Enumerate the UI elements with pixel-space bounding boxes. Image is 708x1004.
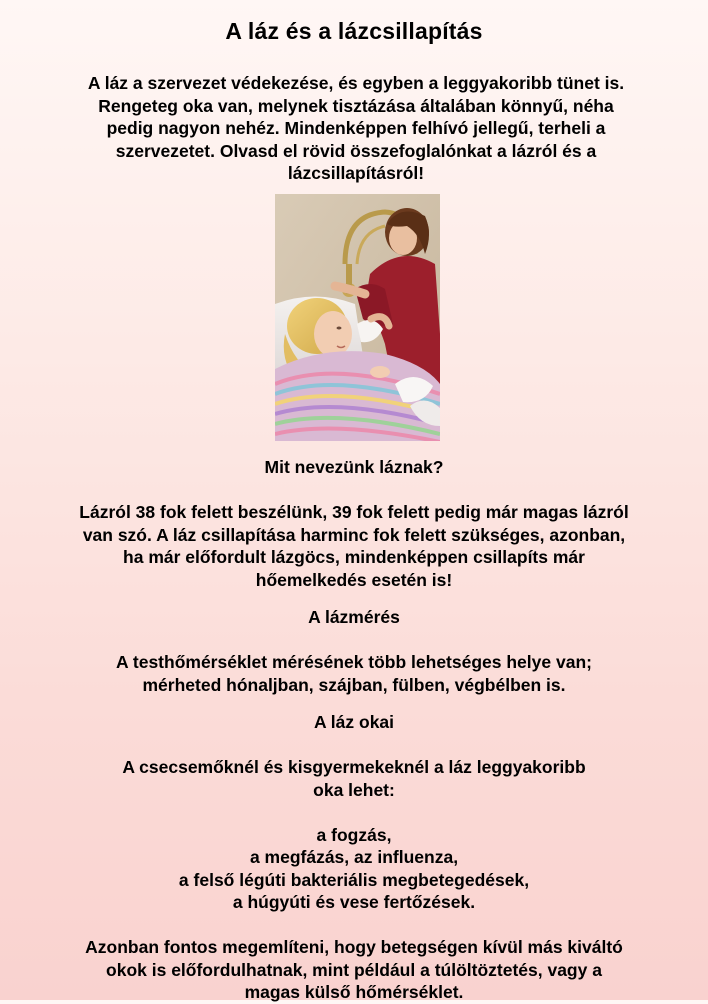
section-heading: Mit nevezünk láznak? xyxy=(264,457,444,477)
intro-paragraph xyxy=(40,72,672,185)
paragraph-line: Azonban fontos megemlíteni, hogy betegségen kívül más kiváltó xyxy=(85,937,623,957)
section-fever-causes xyxy=(30,711,678,1004)
list-item: a fogzás, xyxy=(316,824,392,845)
intro-line: lázcsillapításról! xyxy=(287,163,425,183)
paragraph-line: A csecsemőknél és kisgyermekeknél a láz leggyakoribb xyxy=(122,757,586,777)
list-item: a felső légúti bakteriális megbetegedések, xyxy=(178,869,530,890)
section-fever-measurement xyxy=(30,606,678,696)
list-item: a húgyúti és vese fertőzések. xyxy=(232,892,476,912)
paragraph-line: mérheted hónaljban, szájban, fülben, végbélben is. xyxy=(142,674,566,695)
section-fever-definition xyxy=(30,456,678,591)
paragraph-line: ha már előfordult lázgöcs, mindenképpen csillapíts már xyxy=(123,547,585,567)
intro-line: pedig nagyon nehéz. Mindenképpen felhívó jellegű, terheli a xyxy=(106,118,606,138)
paragraph-line: oka lehet: xyxy=(313,779,395,800)
section-heading: A láz okai xyxy=(313,712,395,732)
paragraph-line: Lázról 38 fok felett beszélünk, 39 fok felett pedig már magas lázról xyxy=(79,502,629,522)
paragraph-line: A testhőmérséklet mérésének több lehetséges helye van; xyxy=(116,652,592,672)
intro-line: szervezetet. Olvasd el rövid összefoglalónkat a lázról és a xyxy=(115,140,597,161)
paragraph-line: magas külső hőmérséklet. xyxy=(244,982,464,1002)
intro-line: Rengeteg oka van, melynek tisztázása általában könnyű, néha xyxy=(98,95,614,116)
paragraph-line: van szó. A láz csillapítása harminc fok felett szükséges, azonban, xyxy=(82,524,626,545)
section-heading: A lázmérés xyxy=(308,607,400,627)
intro-line: A láz a szervezet védekezése, és egyben a leggyakoribb tünet is. xyxy=(87,73,625,93)
paragraph-line: okok is előfordulhatnak, mint például a túlöltöztetés, vagy a xyxy=(106,959,602,980)
causes-list xyxy=(30,824,678,914)
page-title: A láz és a lázcsillapítás xyxy=(225,18,483,44)
list-item: a megfázás, az influenza, xyxy=(249,847,459,867)
paragraph-line: hőemelkedés esetén is! xyxy=(255,569,453,590)
photo-mother-and-sick-child xyxy=(275,194,440,441)
